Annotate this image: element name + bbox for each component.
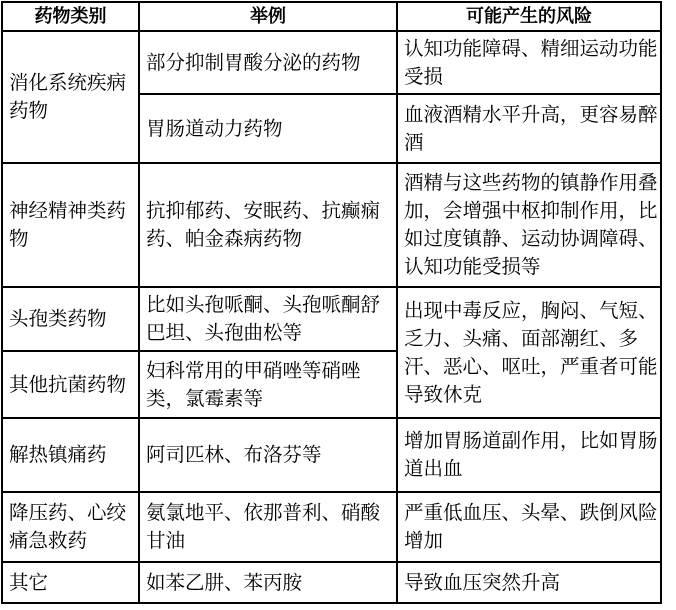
risk-cell: 酒精与这些药物的镇静作用叠加，会增强中枢抑制作用，比如过度镇静、运动协调障碍、认知功能受损等	[397, 163, 661, 287]
example-cell: 比如头孢哌酮、头孢哌酮舒巴坦、头孢曲松等	[139, 287, 397, 351]
example-cell: 阿司匹林、布洛芬等	[139, 418, 397, 492]
example-cell: 如苯乙肼、苯丙胺	[139, 562, 397, 603]
table-row	[2, 287, 661, 351]
category-cell: 其它	[2, 562, 139, 603]
risk-cell: 出现中毒反应，胸闷、气短、乏力、头痛、面部潮红、多汗、恶心、呕吐，严重者可能导致休克	[397, 287, 661, 418]
risk-cell: 增加胃肠道副作用，比如胃肠道出血	[397, 418, 661, 492]
example-cell: 妇科常用的甲硝唑等硝唑类，氯霉素等	[139, 351, 397, 418]
table-row	[2, 418, 661, 492]
example-cell: 氨氯地平、依那普利、硝酸甘油	[139, 492, 397, 562]
category-cell: 头孢类药物	[2, 287, 139, 351]
category-cell: 降压药、心绞痛急救药	[2, 492, 139, 562]
table-row	[2, 163, 661, 287]
category-cell: 解热镇痛药	[2, 418, 139, 492]
example-cell: 抗抑郁药、安眠药、抗癫痫药、帕金森病药物	[139, 163, 397, 287]
category-cell: 其他抗菌药物	[2, 351, 139, 418]
risk-cell: 严重低血压、头晕、跌倒风险增加	[397, 492, 661, 562]
example-cell: 部分抑制胃酸分泌的药物	[139, 31, 397, 94]
category-cell: 神经精神类药物	[2, 163, 139, 287]
header-risk: 可能产生的风险	[397, 2, 661, 31]
risk-cell: 认知功能障碍、精细运动功能受损	[397, 31, 661, 94]
risk-cell: 血液酒精水平升高，更容易醉酒	[397, 94, 661, 163]
example-cell: 胃肠道动力药物	[139, 94, 397, 163]
table-row	[2, 31, 661, 94]
table-row	[2, 562, 661, 603]
category-cell: 消化系统疾病药物	[2, 31, 139, 163]
table-row	[2, 492, 661, 562]
drug-alcohol-risk-table	[1, 1, 662, 604]
header-row	[2, 2, 661, 31]
risk-cell: 导致血压突然升高	[397, 562, 661, 603]
header-example: 举例	[139, 2, 397, 31]
header-category: 药物类别	[2, 2, 139, 31]
